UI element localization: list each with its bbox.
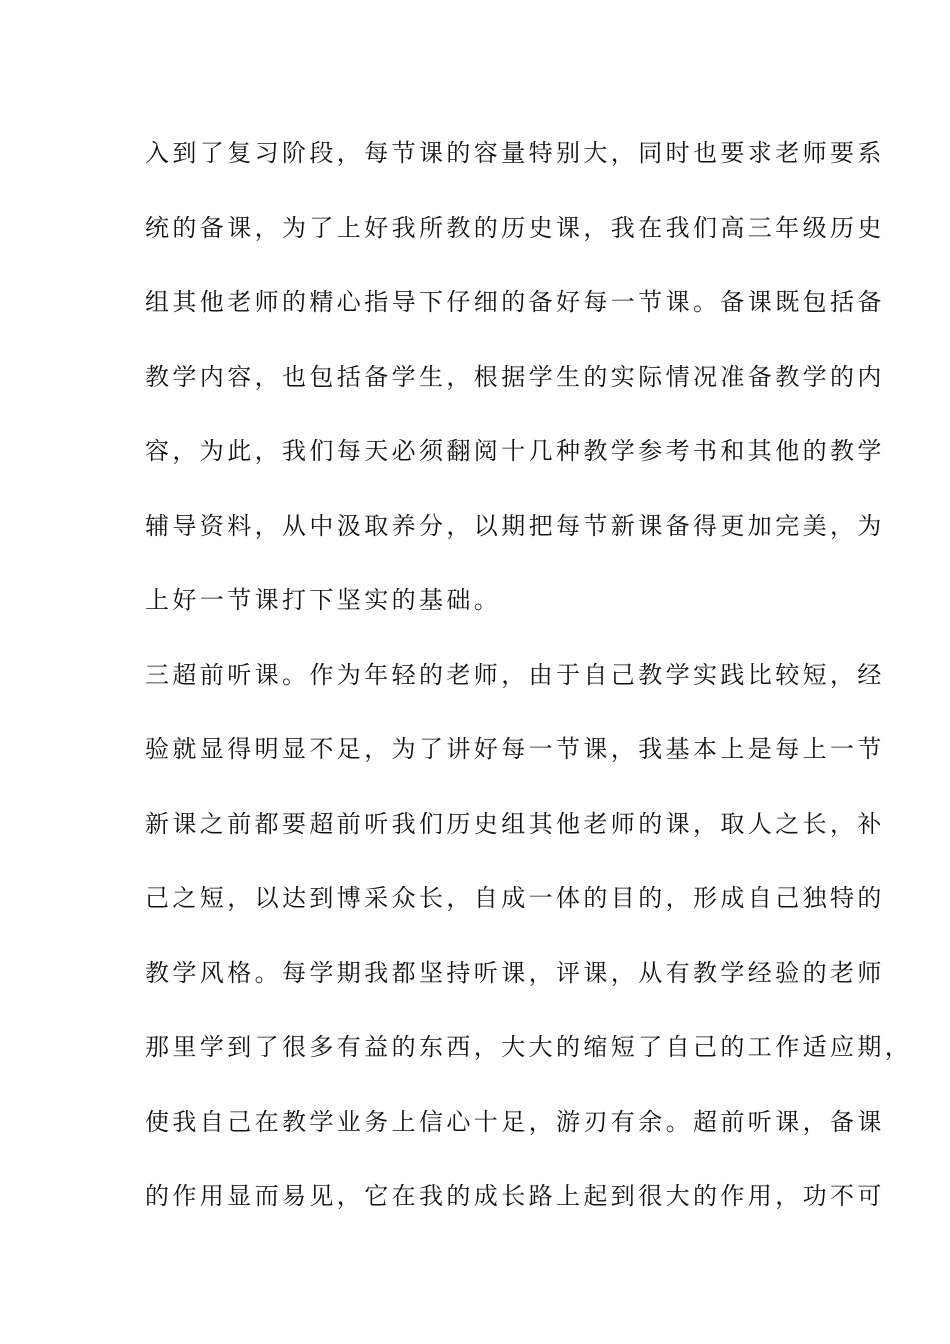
text-line-3: 组其他老师的精心指导下仔细的备好每一节课。备课既包括备 (145, 288, 885, 316)
text-line-5: 容，为此，我们每天必须翻阅十几种教学参考书和其他的教学 (145, 437, 885, 465)
text-line-10: 新课之前都要超前听我们历史组其他老师的课，取人之长，补 (145, 809, 885, 838)
text-line-15: 的作用显而易见，它在我的成长路上起到很大的作用，功不可 (145, 1182, 885, 1210)
text-line-12: 教学风格。每学期我都坚持听课，评课，从有教学经验的老师 (145, 958, 885, 987)
text-line-13: 那里学到了很多有益的东西，大大的缩短了自己的工作适应期， (145, 1033, 913, 1061)
text-line-6: 辅导资料，从中汲取养分，以期把每节新课备得更加完美，为 (145, 511, 885, 540)
text-line-7: 上好一节课打下坚实的基础。 (145, 586, 502, 614)
text-line-4: 教学内容，也包括备学生，根据学生的实际情况准备教学的内 (145, 362, 885, 391)
text-line-8: 三超前听课。作为年轻的老师，由于自己教学实践比较短，经 (145, 660, 885, 689)
body-text (145, 128, 913, 1246)
text-line-1: 入到了复习阶段，每节课的容量特别大，同时也要求老师要系 (145, 139, 885, 167)
text-line-9: 验就显得明显不足，为了讲好每一节课，我基本上是每上一节 (145, 735, 885, 763)
text-line-2: 统的备课，为了上好我所教的历史课，我在我们高三年级历史 (145, 213, 885, 242)
text-line-11: 己之短，以达到博采众长，自成一体的目的，形成自己独特的 (145, 884, 885, 912)
text-line-14: 使我自己在教学业务上信心十足，游刃有余。超前听课，备课 (145, 1107, 885, 1136)
